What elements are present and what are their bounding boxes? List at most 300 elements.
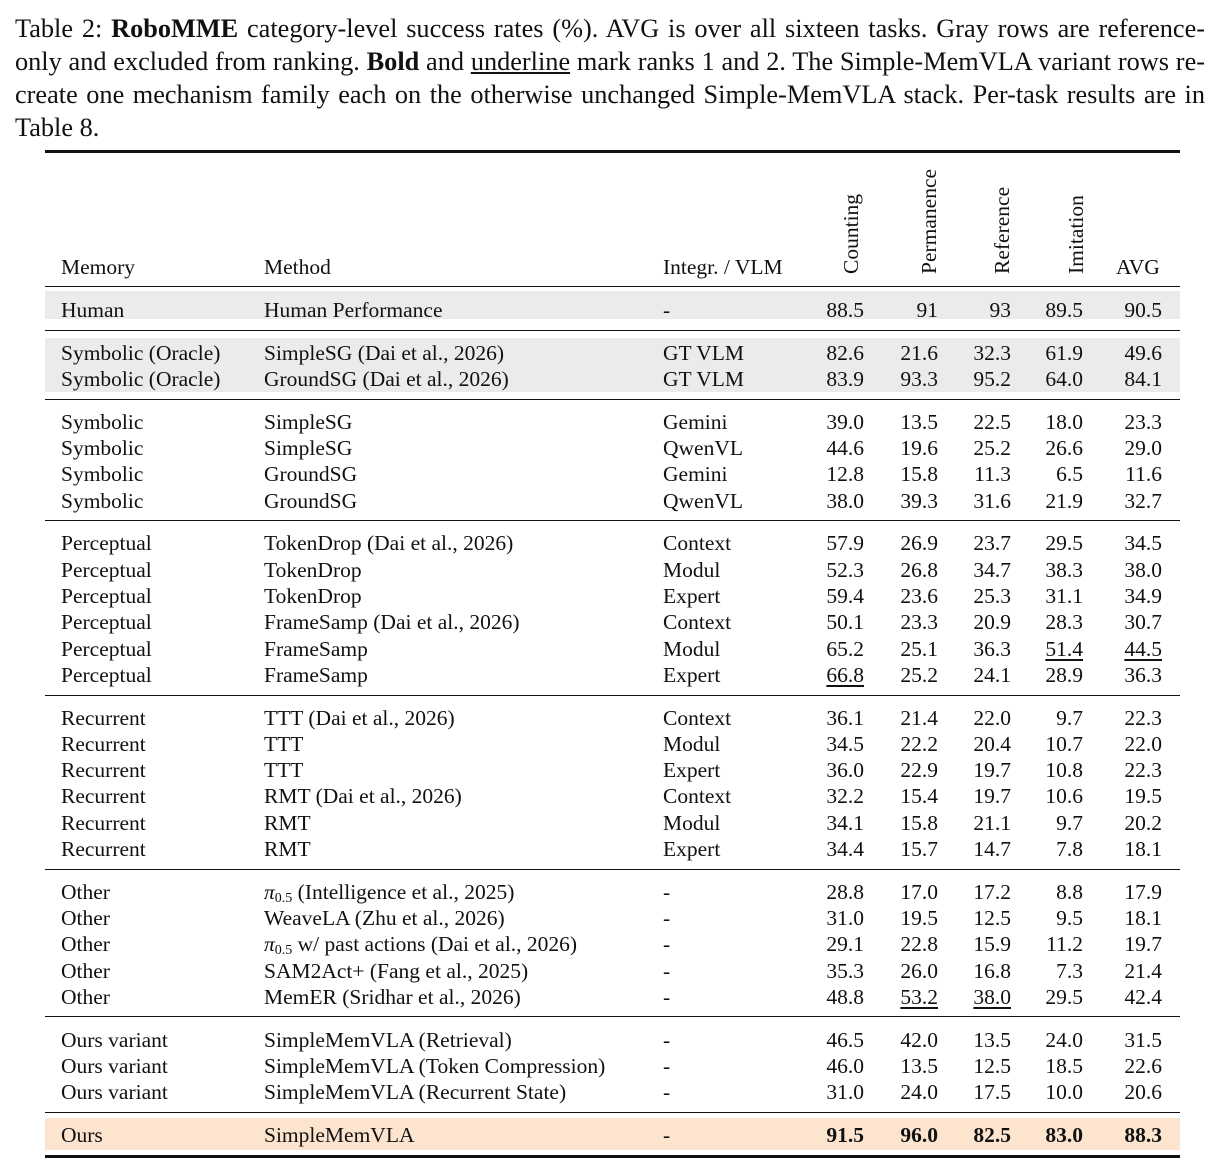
- avg-cell: [1092, 810, 1162, 836]
- integr-cell: QwenVL: [663, 489, 744, 513]
- value-text: 88.5: [826, 298, 864, 322]
- value-text: 29.5: [1045, 531, 1083, 555]
- imitation-cell: [1013, 1122, 1083, 1148]
- counting-cell: [794, 879, 864, 905]
- value-text: 24.1: [973, 663, 1011, 687]
- integr-cell: Gemini: [663, 462, 728, 486]
- reference-cell: [941, 297, 1011, 323]
- group-rule: [45, 286, 1180, 287]
- imitation-cell: [1013, 783, 1083, 809]
- value-text: 39.3: [900, 489, 938, 513]
- method-cell: GroundSG: [264, 462, 358, 486]
- value-text: 15.4: [900, 784, 938, 808]
- value-text: 32.3: [973, 341, 1011, 365]
- integr-cell: QwenVL: [663, 436, 744, 460]
- permanence-cell: [868, 705, 938, 731]
- value-text: 10.8: [1045, 758, 1083, 782]
- memory-cell: Recurrent: [61, 837, 146, 861]
- avg-cell: [1092, 757, 1162, 783]
- imitation-cell: [1013, 810, 1083, 836]
- memory-cell: Perceptual: [61, 584, 152, 608]
- avg-cell: [1092, 1122, 1162, 1148]
- permanence-cell: [868, 530, 938, 556]
- memory-cell: Ours variant: [61, 1054, 168, 1078]
- value-text: 20.4: [973, 732, 1011, 756]
- table-row: [45, 905, 1180, 931]
- permanence-cell: [868, 366, 938, 392]
- value-text: 95.2: [973, 367, 1011, 391]
- table-row: [45, 1079, 1180, 1105]
- table-row: [45, 340, 1180, 366]
- imitation-cell: [1013, 636, 1083, 662]
- value-text: 89.5: [1045, 298, 1083, 322]
- reference-cell: [941, 435, 1011, 461]
- reference-cell: [941, 984, 1011, 1010]
- value-text: 44.6: [826, 436, 864, 460]
- value-text: 82.6: [826, 341, 864, 365]
- counting-cell: [794, 530, 864, 556]
- reference-cell: [941, 461, 1011, 487]
- counting-cell: [794, 783, 864, 809]
- value-text: 26.0: [900, 959, 938, 983]
- avg-cell: [1092, 609, 1162, 635]
- value-text: 19.7: [973, 758, 1011, 782]
- table-row: [45, 366, 1180, 392]
- value-text: 65.2: [826, 637, 864, 661]
- counting-cell: [794, 958, 864, 984]
- value-text: 9.7: [1056, 706, 1083, 730]
- caption-benchmark-name: RoboMME: [111, 14, 239, 43]
- group-rule: [45, 695, 1180, 696]
- reference-cell: [941, 879, 1011, 905]
- counting-cell: [794, 984, 864, 1010]
- table-row: [45, 662, 1180, 688]
- counting-cell: [794, 636, 864, 662]
- value-text: 52.3: [826, 558, 864, 582]
- avg-cell: [1092, 530, 1162, 556]
- table-row: [45, 297, 1180, 323]
- integr-cell: Expert: [663, 584, 721, 608]
- avg-cell: [1092, 836, 1162, 862]
- value-text: 42.4: [1124, 985, 1162, 1009]
- avg-cell: [1092, 409, 1162, 435]
- method-cell: SAM2Act+ (Fang et al., 2025): [264, 959, 529, 983]
- memory-cell: Other: [61, 880, 110, 904]
- memory-cell: Human: [61, 298, 125, 322]
- counting-cell: [794, 609, 864, 635]
- value-text: 21.1: [973, 811, 1011, 835]
- value-text: 59.4: [826, 584, 864, 608]
- reference-cell: [941, 705, 1011, 731]
- method-cell: FrameSamp (Dai et al., 2026): [264, 610, 520, 634]
- caption-label: Table 2:: [15, 14, 103, 43]
- reference-cell: [941, 931, 1011, 957]
- integr-cell: Context: [663, 610, 732, 634]
- value-text: 21.6: [900, 341, 938, 365]
- value-text: 15.9: [973, 932, 1011, 956]
- reference-cell: [941, 488, 1011, 514]
- reference-cell: [941, 757, 1011, 783]
- value-text: 38.0: [973, 985, 1011, 1009]
- avg-cell: [1092, 636, 1162, 662]
- value-text: 22.8: [900, 932, 938, 956]
- caption-underline-word: underline: [470, 47, 571, 76]
- imitation-cell: [1013, 297, 1083, 323]
- method-cell: TokenDrop: [264, 584, 362, 608]
- method-cell: SimpleSG: [264, 410, 353, 434]
- header-permanence: Permanence: [917, 168, 941, 274]
- value-text: 19.5: [1124, 784, 1162, 808]
- value-text: 17.9: [1124, 880, 1162, 904]
- table-row: [45, 636, 1180, 662]
- reference-cell: [941, 366, 1011, 392]
- method-cell: SimpleMemVLA (Token Compression): [264, 1054, 606, 1078]
- value-text: 19.7: [973, 784, 1011, 808]
- avg-cell: [1092, 879, 1162, 905]
- counting-cell: [794, 557, 864, 583]
- value-text: 22.3: [1124, 706, 1162, 730]
- caption-and-word: and: [426, 47, 465, 76]
- value-text: 91.5: [826, 1123, 864, 1147]
- memory-cell: Perceptual: [61, 637, 152, 661]
- reference-cell: [941, 530, 1011, 556]
- integr-cell: -: [663, 1054, 671, 1078]
- permanence-cell: [868, 905, 938, 931]
- table-row: [45, 984, 1180, 1010]
- counting-cell: [794, 757, 864, 783]
- value-text: 22.9: [900, 758, 938, 782]
- caption-text-2: mark ranks 1 and 2. The Simple-MemVLA variant rows re-create one mechanism family each on the otherwise unchanged Simple-MemVLA stack. Per-task results are in Table 8.: [15, 47, 1205, 142]
- value-text: 20.6: [1124, 1080, 1162, 1104]
- method-cell: RMT: [264, 837, 311, 861]
- permanence-cell: [868, 340, 938, 366]
- caption-bold-word: Bold: [366, 47, 420, 76]
- value-text: 50.1: [826, 610, 864, 634]
- value-text: 16.8: [973, 959, 1011, 983]
- value-text: 34.5: [826, 732, 864, 756]
- integr-cell: -: [663, 1080, 671, 1104]
- reference-cell: [941, 1053, 1011, 1079]
- method-cell: GroundSG (Dai et al., 2026): [264, 367, 509, 391]
- value-text: 15.8: [900, 811, 938, 835]
- value-text: 19.7: [1124, 932, 1162, 956]
- counting-cell: [794, 705, 864, 731]
- avg-cell: [1092, 340, 1162, 366]
- method-cell: FrameSamp: [264, 637, 368, 661]
- value-text: 51.4: [1045, 637, 1083, 661]
- value-text: 30.7: [1124, 610, 1162, 634]
- reference-cell: [941, 731, 1011, 757]
- permanence-cell: [868, 609, 938, 635]
- avg-cell: [1092, 931, 1162, 957]
- avg-cell: [1092, 662, 1162, 688]
- memory-cell: Symbolic: [61, 410, 144, 434]
- group-rule: [45, 869, 1180, 870]
- permanence-cell: [868, 636, 938, 662]
- memory-cell: Other: [61, 985, 110, 1009]
- memory-cell: Perceptual: [61, 663, 152, 687]
- value-text: 21.4: [1124, 959, 1162, 983]
- value-text: 15.7: [900, 837, 938, 861]
- table-row: [45, 810, 1180, 836]
- value-text: 9.5: [1056, 906, 1083, 930]
- imitation-cell: [1013, 609, 1083, 635]
- memory-cell: Other: [61, 959, 110, 983]
- integr-cell: Modul: [663, 811, 721, 835]
- value-text: 34.1: [826, 811, 864, 835]
- value-text: 19.5: [900, 906, 938, 930]
- integr-cell: Context: [663, 531, 732, 555]
- integr-cell: -: [663, 880, 671, 904]
- imitation-cell: [1013, 905, 1083, 931]
- permanence-cell: [868, 409, 938, 435]
- group-rule: [45, 1016, 1180, 1017]
- value-text: 57.9: [826, 531, 864, 555]
- header-reference: Reference: [990, 186, 1014, 274]
- value-text: 44.5: [1124, 637, 1162, 661]
- value-text: 20.9: [973, 610, 1011, 634]
- value-text: 46.5: [826, 1028, 864, 1052]
- value-text: 28.9: [1045, 663, 1083, 687]
- value-text: 24.0: [900, 1080, 938, 1104]
- value-text: 18.5: [1045, 1054, 1083, 1078]
- permanence-cell: [868, 958, 938, 984]
- value-text: 34.5: [1124, 531, 1162, 555]
- value-text: 36.1: [826, 706, 864, 730]
- reference-cell: [941, 340, 1011, 366]
- value-text: 12.5: [973, 1054, 1011, 1078]
- method-text: w/ past actions (Dai et al., 2026): [292, 932, 578, 956]
- avg-cell: [1092, 435, 1162, 461]
- method-cell: SimpleMemVLA (Retrieval): [264, 1028, 512, 1052]
- group-rule: [45, 330, 1180, 331]
- integr-cell: Context: [663, 784, 732, 808]
- permanence-cell: [868, 731, 938, 757]
- integr-cell: -: [663, 1028, 671, 1052]
- table-row: [45, 836, 1180, 862]
- imitation-cell: [1013, 461, 1083, 487]
- avg-cell: [1092, 461, 1162, 487]
- value-text: 28.3: [1045, 610, 1083, 634]
- table-row: [45, 557, 1180, 583]
- value-text: 32.7: [1124, 489, 1162, 513]
- value-text: 31.5: [1124, 1028, 1162, 1052]
- value-text: 34.7: [973, 558, 1011, 582]
- value-text: 36.3: [973, 637, 1011, 661]
- imitation-cell: [1013, 958, 1083, 984]
- permanence-cell: [868, 810, 938, 836]
- value-text: 36.3: [1124, 663, 1162, 687]
- memory-cell: Ours variant: [61, 1028, 168, 1052]
- value-text: 46.0: [826, 1054, 864, 1078]
- avg-cell: [1092, 783, 1162, 809]
- header-memory: Memory: [61, 255, 136, 279]
- table-row: [45, 705, 1180, 731]
- value-text: 38.3: [1045, 558, 1083, 582]
- reference-cell: [941, 810, 1011, 836]
- permanence-cell: [868, 783, 938, 809]
- value-text: 22.0: [1124, 732, 1162, 756]
- integr-cell: GT VLM: [663, 367, 745, 391]
- value-text: 15.8: [900, 462, 938, 486]
- value-text: 23.7: [973, 531, 1011, 555]
- value-text: 10.6: [1045, 784, 1083, 808]
- imitation-cell: [1013, 583, 1083, 609]
- top-rule: [45, 150, 1180, 153]
- value-text: 64.0: [1045, 367, 1083, 391]
- counting-cell: [794, 1122, 864, 1148]
- method-cell: [264, 879, 514, 905]
- value-text: 88.3: [1124, 1123, 1162, 1147]
- value-text: 31.1: [1045, 584, 1083, 608]
- imitation-cell: [1013, 409, 1083, 435]
- value-text: 22.5: [973, 410, 1011, 434]
- imitation-cell: [1013, 1027, 1083, 1053]
- integr-cell: Expert: [663, 663, 721, 687]
- counting-cell: [794, 836, 864, 862]
- memory-cell: Recurrent: [61, 706, 146, 730]
- memory-cell: Other: [61, 906, 110, 930]
- value-text: 12.5: [973, 906, 1011, 930]
- value-text: 11.2: [1046, 932, 1083, 956]
- value-text: 29.1: [826, 932, 864, 956]
- header-integr-vlm: Integr. / VLM: [663, 255, 783, 279]
- integr-cell: -: [663, 1123, 671, 1147]
- table-row: [45, 530, 1180, 556]
- reference-cell: [941, 836, 1011, 862]
- integr-cell: Modul: [663, 558, 721, 582]
- permanence-cell: [868, 662, 938, 688]
- integr-cell: -: [663, 298, 671, 322]
- value-text: 10.0: [1045, 1080, 1083, 1104]
- permanence-cell: [868, 836, 938, 862]
- value-text: 6.5: [1056, 462, 1083, 486]
- value-text: 38.0: [1124, 558, 1162, 582]
- pi-symbol: π: [264, 880, 275, 904]
- value-text: 38.0: [826, 489, 864, 513]
- value-text: 66.8: [826, 663, 864, 687]
- memory-cell: Symbolic (Oracle): [61, 341, 221, 365]
- value-text: 31.6: [973, 489, 1011, 513]
- integr-cell: GT VLM: [663, 341, 745, 365]
- integr-cell: Expert: [663, 758, 721, 782]
- avg-cell: [1092, 366, 1162, 392]
- value-text: 23.3: [1124, 410, 1162, 434]
- group-rule: [45, 1112, 1180, 1113]
- counting-cell: [794, 810, 864, 836]
- value-text: 84.1: [1124, 367, 1162, 391]
- value-text: 90.5: [1124, 298, 1162, 322]
- value-text: 14.7: [973, 837, 1011, 861]
- method-cell: RMT: [264, 811, 311, 835]
- table-row: [45, 757, 1180, 783]
- permanence-cell: [868, 1122, 938, 1148]
- value-text: 17.5: [973, 1080, 1011, 1104]
- method-cell: TTT (Dai et al., 2026): [264, 706, 455, 730]
- value-text: 13.5: [973, 1028, 1011, 1052]
- value-text: 11.6: [1125, 462, 1162, 486]
- table-row: [45, 488, 1180, 514]
- value-text: 17.0: [900, 880, 938, 904]
- integr-cell: -: [663, 906, 671, 930]
- imitation-cell: [1013, 705, 1083, 731]
- counting-cell: [794, 409, 864, 435]
- avg-cell: [1092, 705, 1162, 731]
- table-row: [45, 731, 1180, 757]
- permanence-cell: [868, 1053, 938, 1079]
- table-row: [45, 461, 1180, 487]
- value-text: 48.8: [826, 985, 864, 1009]
- counting-cell: [794, 1079, 864, 1105]
- counting-cell: [794, 1027, 864, 1053]
- avg-cell: [1092, 557, 1162, 583]
- value-text: 96.0: [900, 1123, 938, 1147]
- memory-cell: Other: [61, 932, 110, 956]
- value-text: 22.3: [1124, 758, 1162, 782]
- value-text: 91: [916, 298, 938, 322]
- value-text: 31.0: [826, 906, 864, 930]
- value-text: 8.8: [1056, 880, 1083, 904]
- memory-cell: Perceptual: [61, 531, 152, 555]
- method-cell: GroundSG: [264, 489, 358, 513]
- value-text: 29.0: [1124, 436, 1162, 460]
- avg-cell: [1092, 905, 1162, 931]
- table-row: [45, 783, 1180, 809]
- integr-cell: Context: [663, 706, 732, 730]
- table-row: [45, 1122, 1180, 1148]
- method-cell: TTT: [264, 758, 304, 782]
- value-text: 13.5: [900, 1054, 938, 1078]
- memory-cell: Perceptual: [61, 610, 152, 634]
- value-text: 83.9: [826, 367, 864, 391]
- value-text: 23.6: [900, 584, 938, 608]
- header-counting: Counting: [839, 193, 863, 274]
- table-row: [45, 409, 1180, 435]
- value-text: 93: [989, 298, 1011, 322]
- avg-cell: [1092, 731, 1162, 757]
- reference-cell: [941, 557, 1011, 583]
- value-text: 13.5: [900, 410, 938, 434]
- integr-cell: Expert: [663, 837, 721, 861]
- imitation-cell: [1013, 662, 1083, 688]
- value-text: 18.1: [1124, 837, 1162, 861]
- avg-cell: [1092, 297, 1162, 323]
- counting-cell: [794, 731, 864, 757]
- value-text: 11.3: [974, 462, 1011, 486]
- integr-cell: -: [663, 985, 671, 1009]
- reference-cell: [941, 662, 1011, 688]
- imitation-cell: [1013, 435, 1083, 461]
- bottom-rule: [45, 1155, 1180, 1158]
- table-row: [45, 1027, 1180, 1053]
- method-cell: FrameSamp: [264, 663, 368, 687]
- counting-cell: [794, 366, 864, 392]
- value-text: 18.1: [1124, 906, 1162, 930]
- counting-cell: [794, 435, 864, 461]
- value-text: 53.2: [900, 985, 938, 1009]
- imitation-cell: [1013, 836, 1083, 862]
- caption-text-1: category-level success rates (%). AVG is over all sixteen tasks. Gray rows are reference-only and excluded from ranking.: [15, 14, 1206, 76]
- imitation-cell: [1013, 488, 1083, 514]
- method-cell: [264, 931, 577, 957]
- method-text: (Intelligence et al., 2025): [292, 880, 515, 904]
- counting-cell: [794, 905, 864, 931]
- permanence-cell: [868, 297, 938, 323]
- avg-cell: [1092, 958, 1162, 984]
- permanence-cell: [868, 931, 938, 957]
- reference-cell: [941, 583, 1011, 609]
- value-text: 25.2: [900, 663, 938, 687]
